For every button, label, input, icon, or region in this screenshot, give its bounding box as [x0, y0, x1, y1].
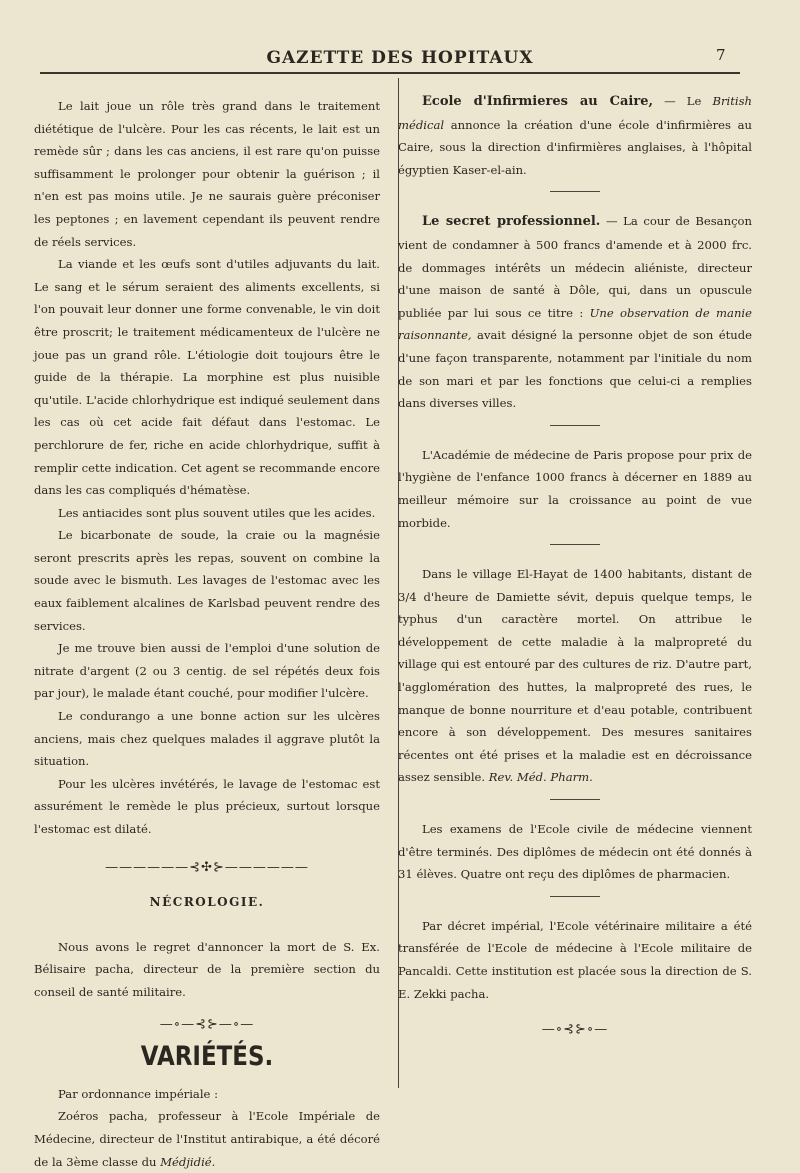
- paragraph: Les antiacides sont plus souvent utiles que les acides.: [58, 505, 376, 520]
- item-title: Ecole d'Infirmieres au Caire,: [422, 94, 654, 109]
- separator-rule: [550, 799, 600, 800]
- ornament-divider: ——————⊰✣⊱——————: [105, 859, 309, 875]
- paragraph: La viande et les œufs sont d'utiles adjuvants du lait. Le sang et le sérum seraient des aliments excellents, si l'on pouvait leur donner une forme convenable, le vin doit être proscrit; le traitement médicamenteux de l'ulcère ne joue pas un grand rôle. L'étiologie doit toujours être le guide de la thérapie. La morphine est plus nuisible qu'utile. L'acide chlorhydrique est indiqué seulement dans les cas où cet acide fait défaut dans l'estomac. Le perchlorure de fer, riche en acide chlorhydrique, suffit à remplir cette indication. Cet agent se recommande encore dans les cas compliqués d'hématèse.: [34, 257, 380, 498]
- paragraph: Le bicarbonate de soude, la craie ou la magnésie seront prescrits après les repas, souvent on combine la soude avec le bismuth. Les lavages de l'estomac avec les eaux faiblement alcalines de Karlsbad peuvent rendre des services.: [34, 528, 380, 633]
- item-title: Le secret professionnel.: [422, 214, 601, 230]
- page-number: 7: [716, 46, 726, 64]
- news-item-ecole-veterinaire: Par décret impérial, l'Ecole vétérinaire militaire a été transférée de l'Ecole de médecine à l'Ecole militaire de Pancaldi. Cette institution est placée sous la direction de S. E. Zekki pacha.: [398, 918, 752, 1001]
- header-rule: [40, 72, 740, 74]
- separator-rule: [550, 544, 600, 545]
- separator-rule: [550, 425, 600, 426]
- ornament-divider: —∘⊰⊱∘—: [541, 1022, 609, 1038]
- separator-rule: [550, 191, 600, 192]
- left-column: [34, 95, 380, 1173]
- paragraph: Le condurango a une bonne action sur les ulcères anciens, mais chez quelques malades il aggrave plutôt la situation.: [34, 709, 380, 769]
- source-citation: British médical: [398, 94, 753, 132]
- decoration-text: Zoéros pacha, professeur à l'Ecole Impériale de Médecine, directeur de l'Institut antirabique, a été décoré de la 3ème classe du: [34, 1109, 380, 1169]
- running-head: GAZETTE DES HOPITAUX: [266, 48, 534, 68]
- paragraph: Par ordonnance impériale :: [58, 1086, 219, 1101]
- work-title: Une observation de manie raisonnante,: [398, 305, 752, 343]
- necrologie-text: Nous avons le regret d'annoncer la mort de S. Ex. Bélisaire pacha, directeur de la première section du conseil de santé militaire.: [34, 939, 380, 999]
- medjidie-text: Médjidié.: [160, 1154, 216, 1169]
- paragraph: Pour les ulcères invétérés, le lavage de l'estomac est assurément le remède le plus précieux, surtout lorsque l'estomac est dilaté.: [34, 776, 380, 836]
- necrologie-heading: NÉCROLOGIE.: [149, 895, 265, 910]
- news-item-typhus: Dans le village El-Hayat de 1400 habitants, distant de 3/4 d'heure de Damiette sévit, depuis quelque temps, le typhus d'un caractère mortel. On attribue le développement de cette maladie à la malpropreté du village qui est entouré par des cultures de riz. D'autre part, l'agglomération des huttes, la malpropreté des rues, le manque de bonne nourriture et d'eau potable, contribuent encore à son développement. Des mesures sanitaires récentes ont été prises et la maladie est en décroissance assez sensible. Rev. Méd. Pharm.: [398, 567, 752, 785]
- paragraph: Le lait joue un rôle très grand dans le traitement diététique de l'ulcère. Pour les cas récents, le lait est un remède sûr ; dans les cas anciens, il est rare qu'on puisse suffisamment le prolonger pour obtenir la guérison ; il n'en est pas moins utile. Je ne saurais guère préconiser les peptones ; en lavement cependant ils peuvent rendre de réels services.: [34, 99, 380, 249]
- news-item-ecole-infirmieres: Ecole d'Infirmieres au Caire, — Le British médical annonce la création d'une école d'infirmières au Caire, sous la direction d'infirmières anglaises, à l'hôpital égyptien Kaser-el-ain.: [398, 94, 753, 177]
- news-item-academie: L'Académie de médecine de Paris propose pour prix de l'hygiène de l'enfance 1000 francs à décerner en 1889 au meilleur mémoire sur la croissance au point de vue morbide.: [398, 447, 752, 530]
- paragraph: Je me trouve bien aussi de l'emploi d'une solution de nitrate d'argent (2 ou 3 centig. de sel répétés deux fois par jour), le malade étant couché, pour modifier l'ulcère.: [34, 641, 380, 701]
- separator-rule: [550, 896, 600, 897]
- paragraph: [34, 1105, 380, 1173]
- source-citation: Rev. Méd. Pharm.: [488, 770, 593, 785]
- right-column: [398, 90, 752, 1052]
- news-item-examens: Les examens de l'Ecole civile de médecine viennent d'être terminés. Des diplômes de médecin ont été donnés à 31 élèves. Quatre ont reçu des diplômes de pharmacien.: [398, 822, 752, 882]
- news-item-secret-professionnel: Le secret professionnel. — La cour de Besançon vient de condamner à 500 francs d'amende et à 2000 frc. de dommages intérêts un médecin aliéniste, directeur d'une maison de santé à Dôle, qui, dans un opuscule publiée par lui sous ce titre : Une observation de manie raisonnante, avait désigné la personne objet de son étude d'une façon transparente, notamment par l'initiale du nom de son mari et par les fonctions que celui-ci a remplies dans diverses villes.: [398, 214, 753, 411]
- ornament-divider: —∘—⊰⊱—∘—: [159, 1016, 255, 1032]
- varietes-heading: VARIÉTÉS.: [140, 1041, 274, 1073]
